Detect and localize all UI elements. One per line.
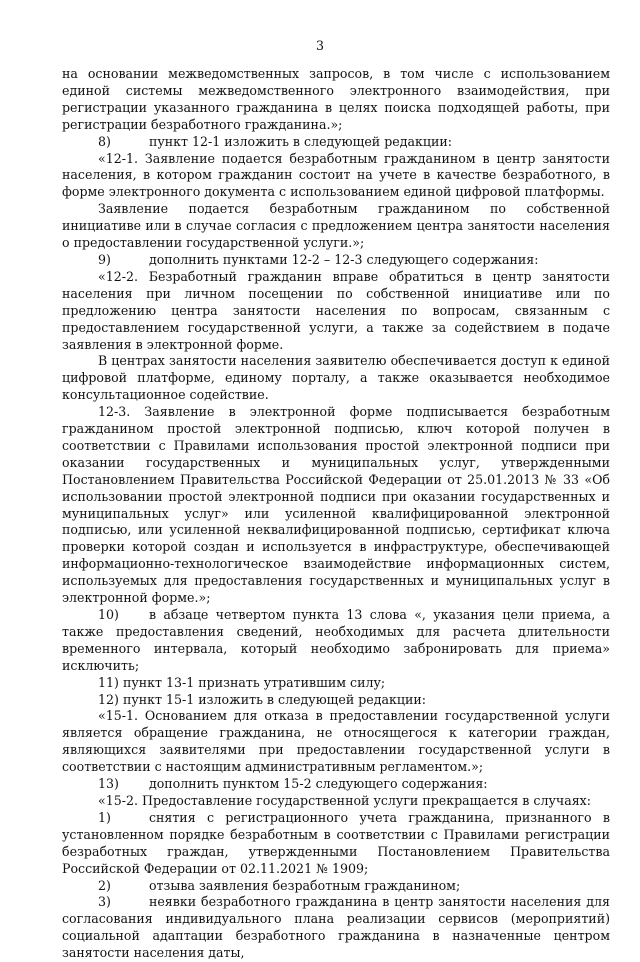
list-item-11: 11) пункт 13-1 признать утратившим силу;	[98, 674, 386, 690]
item-number: 13)	[98, 776, 119, 792]
list-item-13	[62, 776, 610, 793]
paragraph-12-1-second: Заявление подается безработным гражданином по собственной инициативе или в случае согласия с предложением центра занятости населения о предоставлении государственной услуги.»;	[62, 201, 610, 251]
paragraph-12-3: 12-3. Заявление в электронной форме подписывается безработным гражданином простой электронной подписью, ключ которой получен в соответствии с Правилами использования простой электронной подписи при оказании государственных и муниципальных услуг, утвержденными Постановлением Правительства Российской Федерации от 25.01.2013 № 33 «Об использовании простой электронной подписи при оказании государственных и муниципальных услуг» или усиленной квалифицированной электронной подписью, или усиленной неквалифицированной подписью, сертификат ключа проверки которой создан и используется в инфраструктуре, обеспечивающей информационно-технологическое взаимодействие информационных систем, используемых для предоставления государственных и муниципальных услуг в электронной форме.»;	[62, 404, 610, 606]
item-text: дополнить пунктами 12-2 – 12-3 следующего содержания:	[148, 251, 539, 267]
item-text: пункт 12-1 изложить в следующей редакции:	[148, 133, 452, 149]
item-number: 8)	[98, 133, 111, 149]
document-body	[62, 66, 610, 962]
paragraph-12-2: «12-2. Безработный гражданин вправе обратиться в центр занятости населения при личном посещении по собственной инициативе или по предложению центра занятости населения по вопросам, связанным с предоставлением государственной услуги, а также за содействием в подаче заявления в электронной форме.	[62, 268, 610, 352]
sub-item-1	[62, 810, 610, 878]
list-item-10	[62, 607, 610, 675]
item-text: снятия с регистрационного учета гражданина, признанного в установленном порядке безработным в соответствии с Правилами регистрации безработных граждан, утвержденными Постановлением Правительства Российской Федерации от 02.11.2021 № 1909;	[62, 809, 610, 876]
item-text: отзыва заявления безработным гражданином;	[148, 877, 461, 893]
item-text: неявки безработного гражданина в центр занятости населения для согласования индивидуального плана реализации сервисов (мероприятий) социальной адаптации безработного гражданина в назначенные центром занятости населения даты,	[62, 894, 610, 961]
paragraph-12-2-second: В центрах занятости населения заявителю обеспечивается доступ к единой цифровой платформе, единому порталу, а также оказывается необходимое консультационное содействие.	[62, 353, 610, 403]
item-number: 1)	[98, 809, 111, 825]
page-number: 3	[315, 38, 324, 53]
list-item-12: 12) пункт 15-1 изложить в следующей редакции:	[98, 691, 426, 707]
list-item-8	[62, 134, 610, 151]
item-number: 9)	[98, 251, 111, 267]
item-text: в абзаце четвертом пункта 13 слова «, указания цели приема, а также предоставления сведений, необходимых для расчета длительности временного интервала, который необходимо забронировать для приема» исключить;	[62, 607, 610, 673]
list-item-9	[62, 252, 610, 269]
paragraph-continuation: на основании межведомственных запросов, в том числе с использованием единой системы межведомственного электронного взаимодействия, при регистрации указанного гражданина в целях поиска подходящей работы, при регистрации безработного гражданина.»;	[62, 66, 610, 132]
item-number: 3)	[98, 894, 111, 910]
paragraph-15-1: «15-1. Основанием для отказа в предоставлении государственной услуги является обращение гражданина, не относящегося к категории граждан, являющихся заявителями при предоставлении государственной услуги в соответствии с настоящим административным регламентом.»;	[62, 708, 610, 775]
paragraph-12-1: «12-1. Заявление подается безработным гражданином в центр занятости населения, в котором гражданин состоит на учете в качестве безработного, в форме электронного документа с использованием единой цифровой платформы.	[62, 150, 610, 200]
item-number: 2)	[98, 877, 111, 893]
sub-item-2	[62, 878, 610, 895]
paragraph-15-2: «15-2. Предоставление государственной услуги прекращается в случаях:	[98, 792, 591, 808]
item-number: 10)	[98, 607, 119, 622]
item-text: дополнить пунктом 15-2 следующего содержания:	[148, 776, 488, 792]
